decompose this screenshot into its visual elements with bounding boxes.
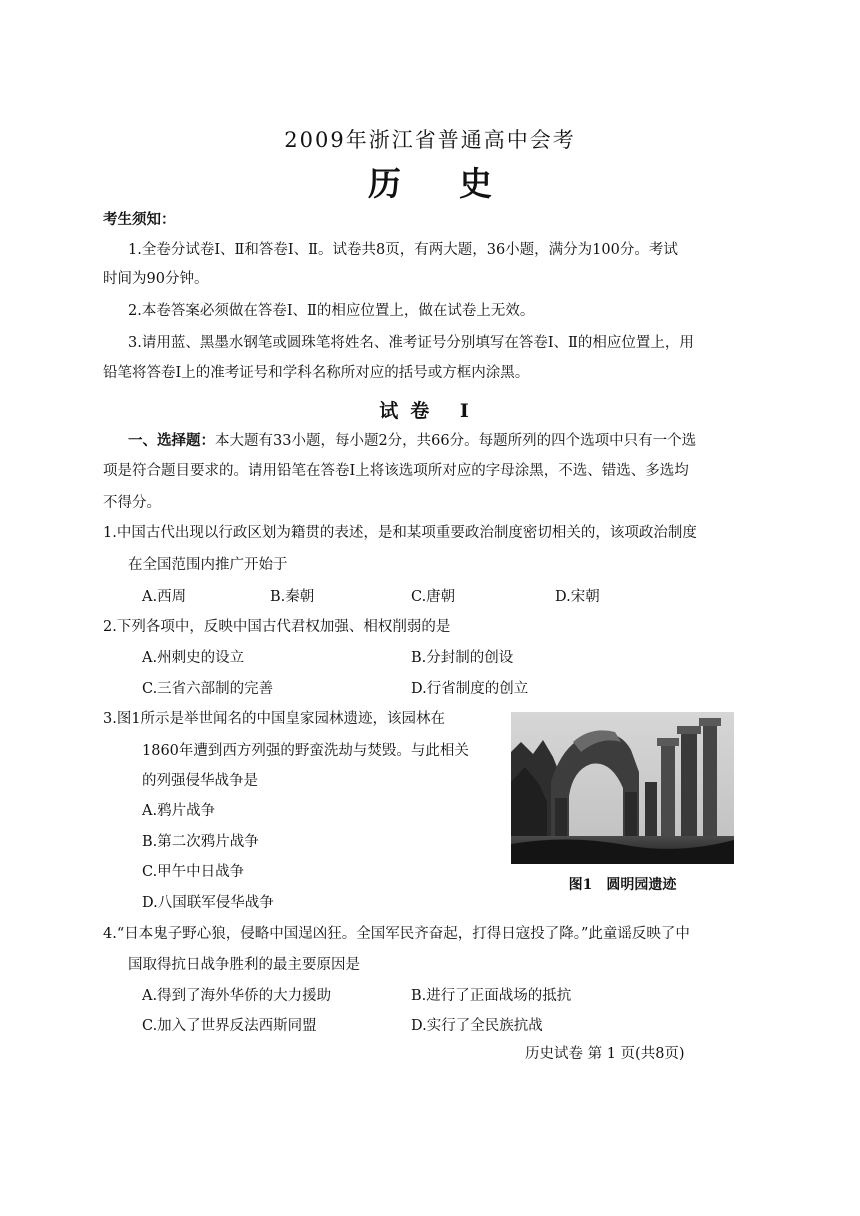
section-intro-line-1	[128, 431, 696, 451]
q1-option-b: B.秦朝	[270, 589, 315, 605]
q3-option-b: B.第二次鸦片战争	[142, 834, 259, 850]
q3-stem-line-3: 的列强侵华战争是	[142, 773, 258, 789]
section-title: 试卷 Ⅰ	[379, 400, 481, 422]
q1-option-d: D.宋朝	[555, 589, 600, 605]
subject-title: 历史	[368, 164, 550, 203]
q4-option-b: B.进行了正面战场的抵抗	[411, 988, 572, 1004]
q1-option-c: C.唐朝	[411, 589, 456, 605]
notice-item-1-line-2: 时间为90分钟。	[103, 271, 209, 287]
notice-item-1-line-1: 1.全卷分试卷Ⅰ、Ⅱ和答卷Ⅰ、Ⅱ。试卷共8页，有两大题，36小题，满分为100分。考试	[128, 242, 678, 258]
q3-option-c: C.甲午中日战争	[142, 864, 245, 880]
q4-option-a: A.得到了海外华侨的大力援助	[142, 988, 332, 1004]
q3-option-d: D.八国联军侵华战争	[142, 895, 274, 911]
q1-stem-line-1: 1.中国古代出现以行政区划为籍贯的表述，是和某项重要政治制度密切相关的，该项政治制度	[103, 525, 697, 541]
q2-option-a: A.州刺史的设立	[142, 650, 245, 666]
section-intro-text: 本大题有33小题，每小题2分，共66分。每题所列的四个选项中只有一个选	[215, 433, 697, 449]
q2-option-b: B.分封制的创设	[411, 650, 514, 666]
q3-option-a: A.鸦片战争	[142, 803, 216, 819]
section-intro-line-3: 不得分。	[103, 495, 161, 511]
section-intro-label: 一、选择题：	[128, 432, 215, 449]
q4-option-c: C.加入了世界反法西斯同盟	[142, 1018, 317, 1034]
yuanmingyuan-ruins-photo	[511, 712, 734, 864]
q1-option-a: A.西周	[142, 589, 187, 605]
exam-title: 2009年浙江省普通高中会考	[284, 128, 576, 152]
page-footer: 历史试卷 第 1 页(共8页)	[525, 1046, 685, 1062]
q4-stem-line-2: 国取得抗日战争胜利的最主要原因是	[128, 957, 360, 973]
q4-option-d: D.实行了全民族抗战	[411, 1018, 543, 1034]
notice-item-2: 2.本卷答案必须做在答卷Ⅰ、Ⅱ的相应位置上，做在试卷上无效。	[128, 303, 535, 319]
q2-option-d: D.行省制度的创立	[411, 681, 529, 697]
notice-heading: 考生须知：	[103, 211, 176, 228]
q4-stem-line-1: 4.“日本鬼子野心狼，侵略中国逞凶狂。全国军民齐奋起，打得日寇投了降。”此童谣反映了中	[103, 926, 690, 942]
q2-option-c: C.三省六部制的完善	[142, 681, 274, 697]
notice-item-3-line-1: 3.请用蓝、黑墨水钢笔或圆珠笔将姓名、准考证号分别填写在答卷Ⅰ、Ⅱ的相应位置上，用	[128, 335, 694, 351]
q3-stem-line-2: 1860年遭到西方列强的野蛮洗劫与焚毁。与此相关	[142, 743, 469, 759]
q3-stem-line-1: 3.图1所示是举世闻名的中国皇家园林遗迹，该园林在	[103, 711, 446, 727]
figure-1-caption: 图1 圆明园遗迹	[568, 877, 677, 893]
q1-stem-line-2: 在全国范围内推广开始于	[128, 557, 288, 573]
notice-item-3-line-2: 铅笔将答卷Ⅰ上的准考证号和学科名称所对应的括号或方框内涂黑。	[103, 365, 530, 381]
q2-stem-line-1: 2.下列各项中，反映中国古代君权加强、相权削弱的是	[103, 619, 451, 635]
section-intro-line-2: 项是符合题目要求的。请用铅笔在答卷Ⅰ上将该选项所对应的字母涂黑，不选、错选、多选均	[103, 463, 689, 479]
